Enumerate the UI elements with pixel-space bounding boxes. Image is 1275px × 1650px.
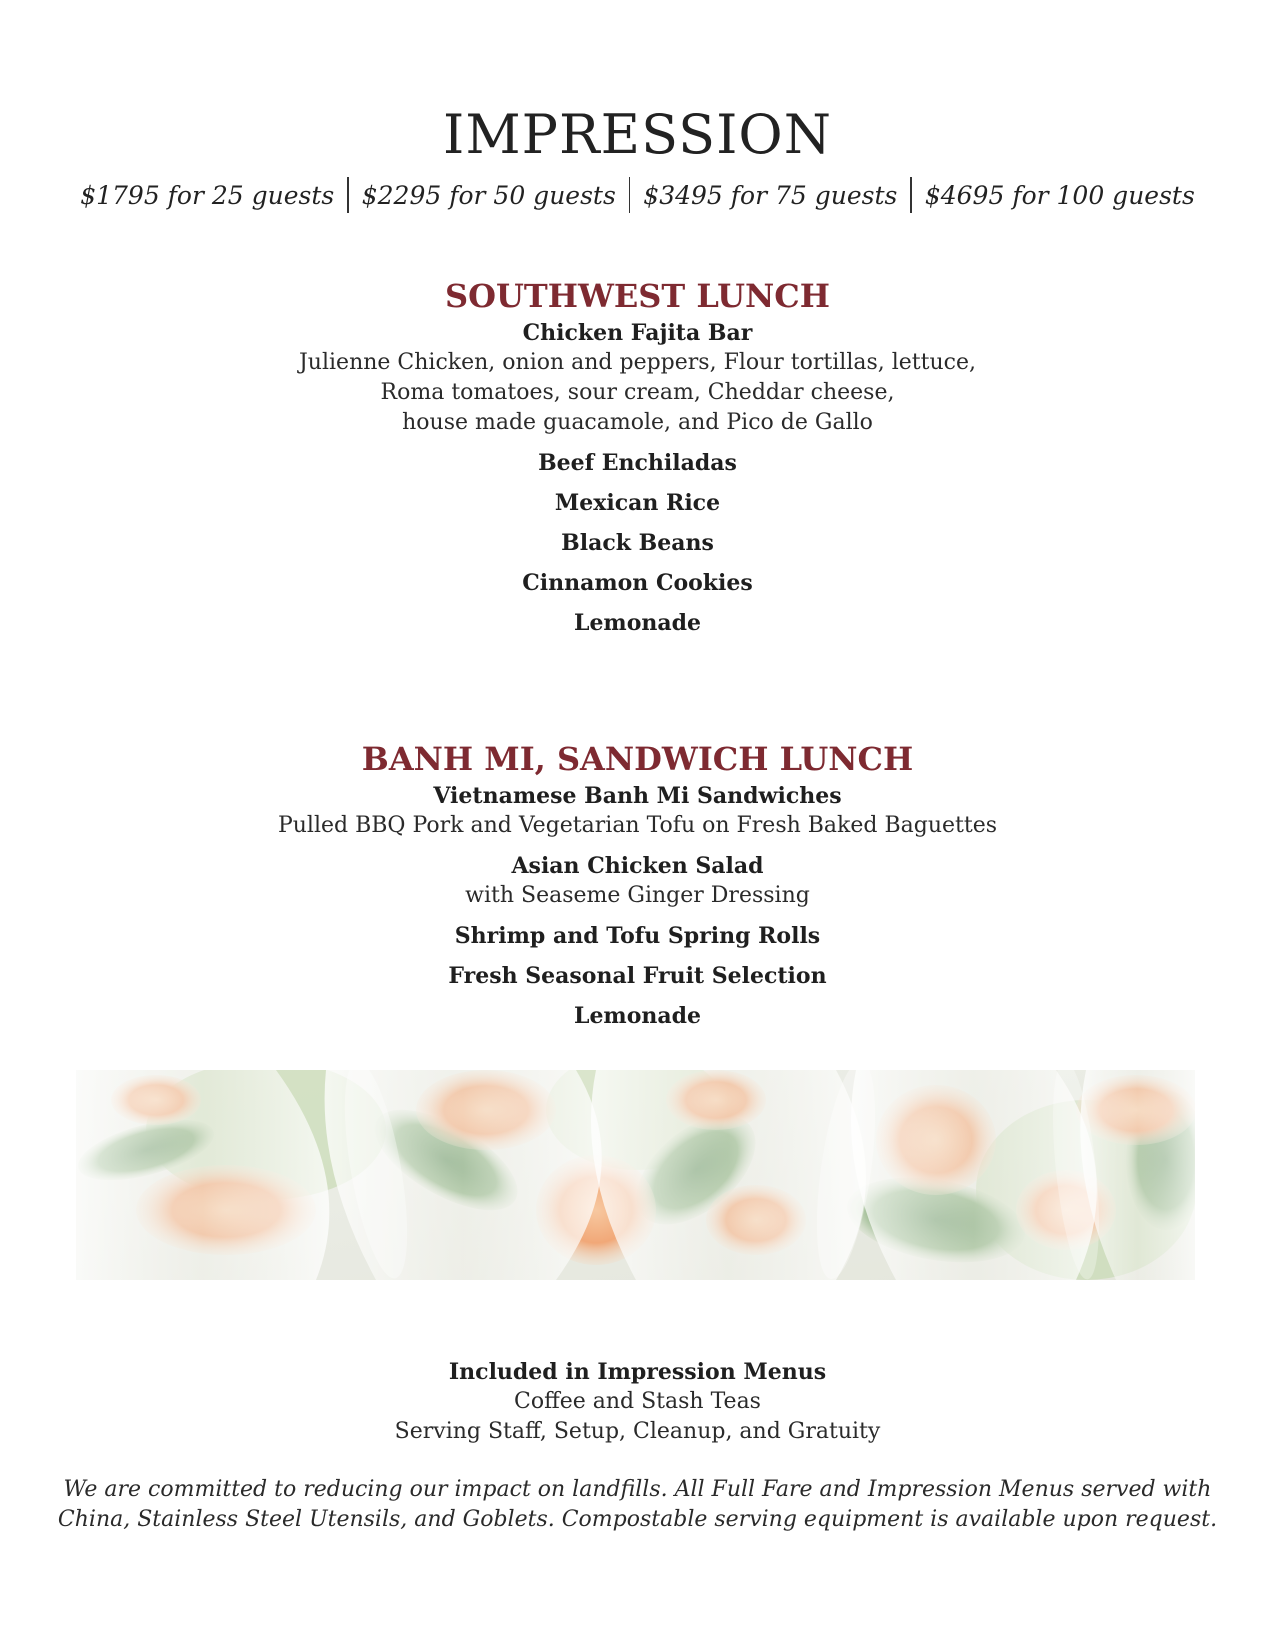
- menu-item-desc: house made guacamole, and Pico de Gallo: [402, 410, 873, 435]
- included-line: Coffee and Stash Teas: [514, 1389, 761, 1414]
- sustainability-note: [0, 1475, 1275, 1535]
- southwest-lunch-section: [0, 276, 1275, 638]
- menu-item-fruit-selection: Fresh Seasonal Fruit Selection: [448, 963, 827, 989]
- menu-item-cinnamon-cookies: Cinnamon Cookies: [522, 570, 753, 596]
- menu-item-desc: Roma tomatoes, sour cream, Cheddar cheese,: [380, 380, 895, 405]
- price-tier-25: $1795 for 25 guests: [80, 180, 335, 210]
- menu-item-desc: Julienne Chicken, onion and peppers, Flour tortillas, lettuce,: [298, 350, 976, 375]
- spring-rolls-photo: [76, 1070, 1195, 1280]
- menu-title: IMPRESSION: [443, 103, 832, 166]
- sustainability-note-line: We are committed to reducing our impact on landfills. All Full Fare and Impression Menus served with: [63, 1477, 1212, 1502]
- menu-item-desc: with Seaseme Ginger Dressing: [465, 883, 810, 908]
- banh-mi-lunch-section: [0, 739, 1275, 1031]
- menu-item-fajita-bar: Chicken Fajita Bar: [522, 320, 753, 346]
- sustainability-note-line: China, Stainless Steel Utensils, and Goblets. Compostable serving equipment is available upon request.: [57, 1507, 1218, 1532]
- menu-item-desc: Pulled BBQ Pork and Vegetarian Tofu on Fresh Baked Baguettes: [277, 813, 998, 838]
- section-title-southwest: SOUTHWEST LUNCH: [445, 277, 830, 315]
- price-tier-100: $4695 for 100 guests: [924, 180, 1195, 210]
- menu-item-lemonade: Lemonade: [573, 610, 702, 636]
- included-line: Serving Staff, Setup, Cleanup, and Gratuity: [394, 1419, 881, 1444]
- menu-item-lemonade: Lemonade: [573, 1003, 702, 1029]
- section-title-banh-mi: BANH MI, SANDWICH LUNCH: [361, 740, 914, 778]
- price-tier-50: $2295 for 50 guests: [361, 180, 616, 210]
- price-tier-75: $3495 for 75 guests: [643, 180, 898, 210]
- menu-item-asian-chicken-salad: Asian Chicken Salad: [511, 853, 764, 879]
- menu-item-enchiladas: Beef Enchiladas: [538, 450, 737, 476]
- included-section: [0, 1357, 1275, 1447]
- menu-item-spring-rolls: Shrimp and Tofu Spring Rolls: [454, 923, 821, 949]
- menu-item-mexican-rice: Mexican Rice: [554, 490, 721, 516]
- included-heading: Included in Impression Menus: [448, 1359, 827, 1385]
- menu-item-black-beans: Black Beans: [561, 530, 714, 556]
- pricing-row: [0, 177, 1275, 213]
- menu-item-banh-mi: Vietnamese Banh Mi Sandwiches: [433, 783, 842, 809]
